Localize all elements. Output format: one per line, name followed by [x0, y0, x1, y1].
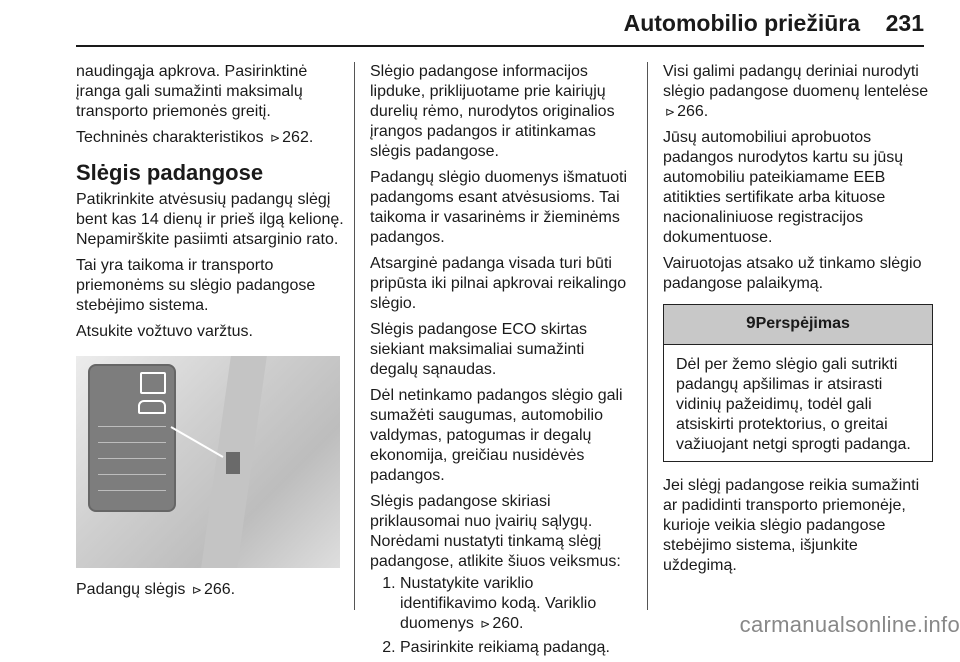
paragraph: Patikrinkite atvėsusių padangų slėgį bent kas 14 dienų ir prieš ilgą kelionę. Nepamirškite pasiimti atsarginio rato. [76, 191, 344, 248]
page-reference-link[interactable]: 260. [492, 615, 524, 632]
steps-list [370, 574, 632, 658]
watermark: carmanualsonline.info [739, 612, 960, 637]
paragraph: Slėgis padangose skiriasi priklausomai nuo įvairių sąlygų. Norėdami nustatyti tinkamą slėgį padangose, atlikite šiuos veiksmus: [370, 493, 621, 570]
reference-text: Visi galimi padangų deriniai nurodyti slėgio padangose duomenų lentelėse [663, 63, 929, 100]
page-title: Automobilio priežiūra [623, 10, 860, 36]
pointer-icon: ⊳ [665, 105, 676, 119]
paragraph: Vairuotojas atsako už tinkamo slėgio padangose palaikymą. [663, 255, 922, 292]
list-item: 2. Pasirinkite reikiamą padangą. [400, 638, 632, 658]
tire-pressure-label-photo [76, 356, 340, 568]
section-heading: Slėgis padangose [76, 160, 264, 185]
paragraph: Tai yra taikoma ir transporto priemonėms su slėgio padangose stebėjimo sistema. [76, 257, 316, 314]
paragraph: Jūsų automobiliui aprobuotos padangos nurodytos kartu su jūsų automobiliu pateikiamame EEB atitikties sertifikate arba kituose nacionaliniuose registracijos dokumentuose. [663, 129, 904, 246]
warning-box [663, 304, 933, 462]
manual-book-icon [140, 372, 166, 394]
figure-caption [76, 580, 344, 600]
paragraph: Atsukite vožtuvo varžtus. [76, 323, 253, 340]
pressure-sticker [226, 452, 240, 474]
page-reference-link[interactable]: 262. [282, 129, 314, 146]
column-middle [370, 62, 632, 662]
warning-body: Dėl per žemo slėgio gali sutrikti padangų apšilimas ir atsirasti vidinių pažeidimų, todėl gali atsiskirti protektorius, o greitai važiuojant netgi sprogti padanga. [676, 356, 911, 453]
page-reference-link[interactable]: 266. [203, 581, 236, 598]
car-icon [138, 400, 166, 414]
reference-text: Techninės charakteristikos [76, 129, 264, 146]
paragraph: Jei slėgį padangose reikia sumažinti ar padidinti transporto priemonėje, kurioje veikia slėgio padangose stebėjimo sistema, išjunkite uždegimą. [663, 477, 920, 574]
column-right [663, 62, 933, 582]
paragraph-reference [663, 62, 933, 122]
pointer-icon: ⊳ [270, 131, 281, 145]
header-rule [76, 45, 924, 47]
pointer-icon: ⊳ [191, 583, 202, 597]
paragraph: Atsarginė padanga visada turi būti pripūsta iki pilnai apkrovai reikalingo slėgio. [370, 255, 627, 312]
list-item [400, 574, 632, 634]
warning-icon: 9 [746, 313, 756, 332]
warning-header [664, 305, 932, 345]
paragraph-reference [76, 128, 344, 148]
pressure-label-closeup [88, 364, 176, 512]
page-number: 231 [885, 10, 924, 36]
callout-line [171, 426, 224, 458]
paragraph: naudingąja apkrova. Pasirinktinė įranga gali sumažinti maksimalų transporto priemonės greitį. [76, 63, 308, 120]
pointer-icon: ⊳ [480, 617, 491, 631]
page-header [0, 0, 960, 52]
caption-text: Padangų slėgis [76, 581, 186, 598]
column-divider [647, 62, 648, 610]
warning-title: Perspėjimas [755, 315, 850, 332]
column-divider [354, 62, 355, 610]
paragraph: Slėgio padangose informacijos lipduke, priklijuotame prie kairiųjų durelių rėmo, nurodytos originalios įrangos padangos ir atitinkamas slėgis padangose. [370, 63, 615, 160]
paragraph: Padangų slėgio duomenys išmatuoti padangoms esant atvėsusioms. Tai taikoma ir vasarinėms ir žieminėms padangos. [370, 169, 628, 246]
column-left [76, 62, 344, 606]
step-text: Nustatykite variklio identifikavimo kodą. Variklio duomenys [400, 575, 597, 632]
page-reference-link[interactable]: 266. [677, 103, 709, 120]
paragraph: Dėl netinkamo padangos slėgio gali sumažėti saugumas, automobilio valdymas, patogumas ir degalų ekonomija, greičiau nusidėvės padangos. [370, 387, 623, 484]
paragraph: Slėgis padangose ECO skirtas siekiant maksimaliai sumažinti degalų sąnaudas. [370, 321, 587, 378]
